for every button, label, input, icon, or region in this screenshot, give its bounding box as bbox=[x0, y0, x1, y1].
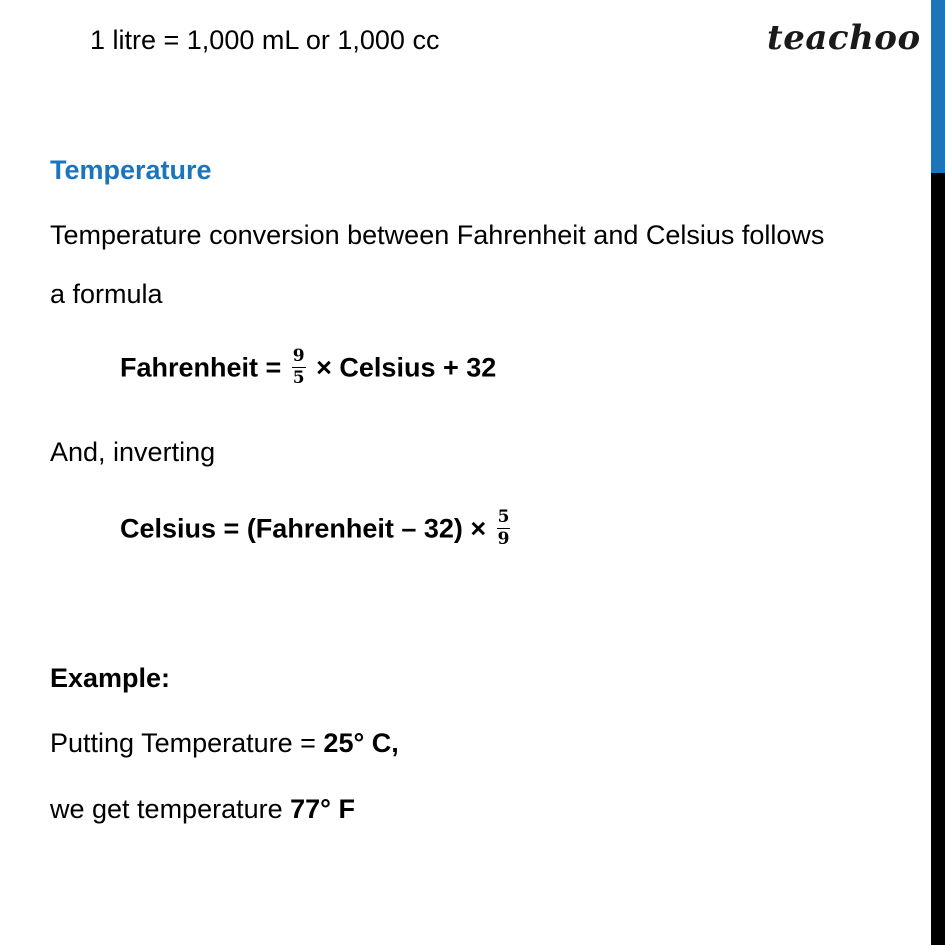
example-line-1 bbox=[50, 730, 399, 757]
example-celsius-value: 25° C, bbox=[323, 728, 399, 758]
fraction-denominator: 5 bbox=[292, 368, 305, 388]
example-label: Example: bbox=[50, 663, 171, 693]
teachoo-logo: teachoo bbox=[767, 18, 921, 58]
inverting-text: And, inverting bbox=[50, 437, 216, 467]
example-fahrenheit-value: 77° F bbox=[290, 794, 355, 824]
intro-text-line-1: Temperature conversion between Fahrenheit and Celsius follows bbox=[50, 220, 825, 250]
fraction-five-ninths bbox=[497, 509, 511, 548]
scrollbar-thumb[interactable] bbox=[931, 0, 945, 173]
fraction-denominator: 9 bbox=[497, 529, 510, 549]
fahrenheit-formula bbox=[120, 346, 497, 389]
example-line-2 bbox=[50, 796, 355, 823]
temperature-heading: Temperature bbox=[50, 155, 212, 185]
example-line-2-text: we get temperature bbox=[50, 794, 291, 824]
celsius-formula bbox=[120, 507, 513, 550]
intro-text-line-2: a formula bbox=[50, 279, 163, 309]
litre-conversion-line: 1 litre = 1,000 mL or 1,000 cc bbox=[90, 25, 440, 55]
fraction-numerator: 9 bbox=[292, 346, 305, 366]
example-line-1-text: Putting Temperature = bbox=[50, 728, 324, 758]
formula-fahrenheit-right: × Celsius + 32 bbox=[308, 352, 497, 383]
fraction-numerator: 5 bbox=[497, 507, 510, 527]
fraction-nine-fifths bbox=[292, 348, 306, 387]
formula-fahrenheit-left: Fahrenheit = bbox=[120, 352, 289, 383]
formula-celsius-left: Celsius = (Fahrenheit – 32) × bbox=[120, 513, 494, 544]
